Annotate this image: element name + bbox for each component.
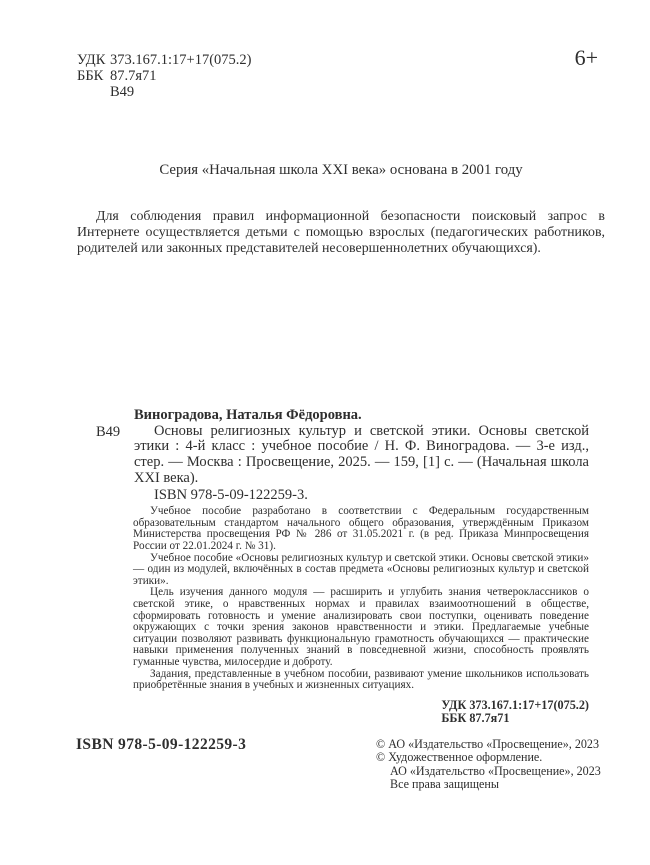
info-safety-note: Для соблюдения правил информационной безопасности поисковый запрос в Интернете осуществляется детьми с помощью взрослых (педагогических работников, родителей или законных представителей несовершеннолетних обучающихся). [77,209,605,257]
copyright-block [376,738,601,792]
copyright-line-artwork: © Художественное оформление. [376,750,543,765]
copyright-line-rights: Все права защищены [390,777,500,792]
udk-label: УДК [77,52,106,68]
annotation-paragraph-1: Учебное пособие разработано в соответствии с Федеральным государственным образовательным стандартом начального общего образования, утверждённым Приказом Министерства просвещения РФ № 286 от 31.05.2021 г. (в ред. Приказа Минпросвещения России от 22.01.2024 г. № 31). [133,505,589,552]
bbk-value: 87.7я71 [110,67,157,84]
bbk-line [77,69,252,85]
annotation-paragraph-2: Учебное пособие «Основы религиозных культур и светской этики. Основы светской этики» — один из модулей, включённых в состав предмета «Основы религиозных культур и светской этики». [133,551,589,587]
bottom-classification-block [441,699,589,726]
udk-bottom: УДК 373.167.1:17+17(075.2) [441,697,589,712]
top-classification-block [77,53,252,100]
bibliographic-description: Основы религиозных культур и светской этики. Основы светской этики : 4-й класс : учебное пособие / Н. Ф. Виноградова. — 3-е изд., стер. — Москва : Просвещение, 2025. — 159, [1] с. — (Начальная школа XXI века). [134,422,589,486]
author-sign: В49 [110,83,135,100]
series-note: Серия «Начальная школа XXI века» основана в 2001 году [159,162,523,178]
bbk-label: ББК [77,67,104,84]
annotation-block [133,506,589,692]
annotation-paragraph-4: Задания, представленные в учебном пособии, развивают умение школьников использовать приобретённые знания в учебных и жизненных ситуациях. [133,667,589,692]
author-sign-line [77,85,252,101]
udk-line [77,53,252,69]
bbk-bottom: ББК 87.7я71 [441,711,510,726]
author-sign-catalog: В49 [96,424,121,440]
age-rating-badge: 6+ [574,45,598,70]
annotation-paragraph-3: Цель изучения данного модуля — расширить и углубить знания четвероклассников о светской этике, о нравственных нормах и правилах взаимоотношений в обществе, сформировать готовность и умение анализировать свои поступки, оценивать поведение окружающих с точки зрения законов нравственности и этики. Предлагаемые учебные ситуации позволяют развивать функциональную грамотность обучающихся — практические навыки применения полученных знаний в повседневной жизни, способность проявлять гуманные чувства, милосердие и доброту. [133,586,589,668]
copyright-line-publisher-2: АО «Издательство «Просвещение», 2023 [390,763,601,778]
udk-value: 373.167.1:17+17(075.2) [110,52,252,68]
empty-label [77,85,110,101]
cataloging-block [96,408,589,726]
author-heading: Виноградова, Наталья Фёдоровна. [134,407,362,423]
copyright-line-publisher: © АО «Издательство «Просвещение», 2023 [376,737,600,751]
catalog-body [134,408,589,503]
isbn-footer: ISBN 978-5-09-122259-3 [76,736,247,753]
isbn-catalog: ISBN 978-5-09-122259-3. [154,486,308,503]
